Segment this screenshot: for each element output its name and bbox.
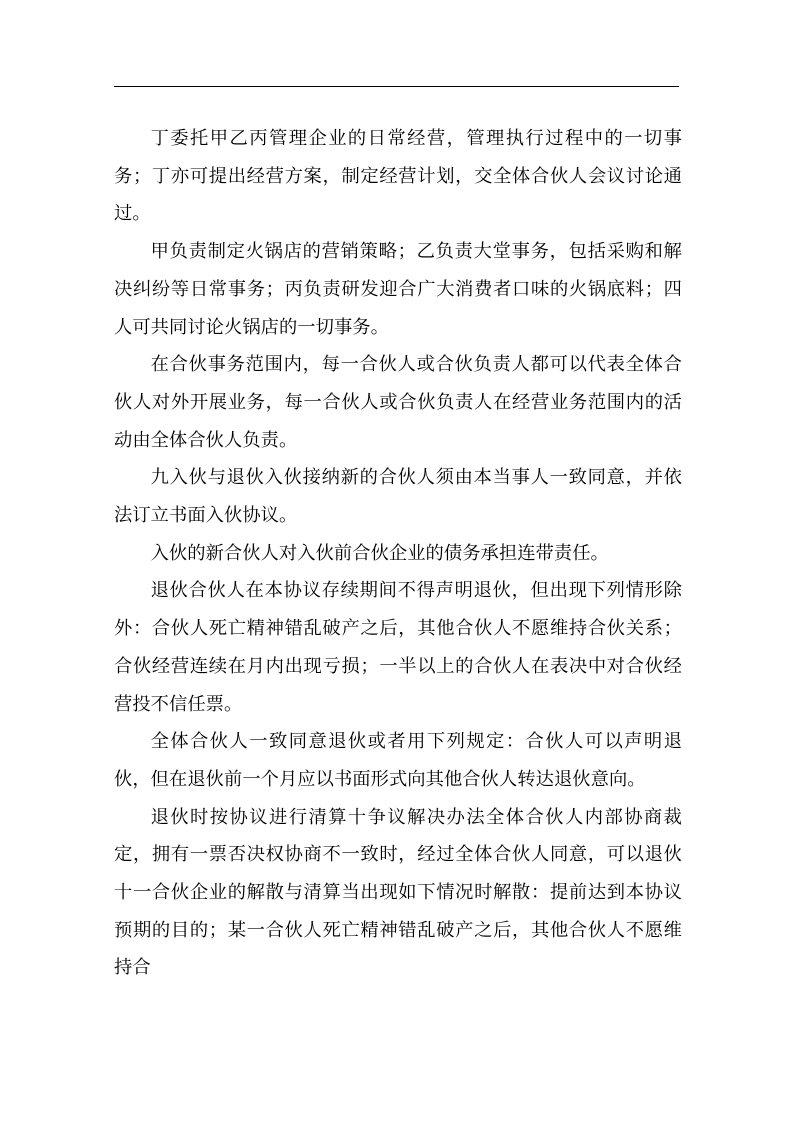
paragraph: 全体合伙人一致同意退伙或者用下列规定：合伙人可以声明退伙，但在退伙前一个月应以书面形式向其他合伙人转达退伙意向。 <box>114 731 682 790</box>
paragraph: 丁委托甲乙丙管理企业的日常经营，管理执行过程中的一切事务；丁亦可提出经营方案，制定经营计划，交全体合伙人会议讨论通过。 <box>114 128 682 225</box>
document-body <box>114 120 682 987</box>
paragraph: 退伙时按协议进行清算十争议解决办法全体合伙人内部协商裁定，拥有一票否决权协商不一致时，经过全体合伙人同意，可以退伙十一合伙企业的解散与清算当出现如下情况时解散：提前达到本协议预期的目的；某一合伙人死亡精神错乱破产之后，其他合伙人不愿维持合 <box>114 806 682 979</box>
paragraph: 甲负责制定火锅店的营销策略；乙负责大堂事务，包括采购和解决纠纷等日常事务；丙负责研发迎合广大消费者口味的火锅底料；四人可共同讨论火锅店的一切事务。 <box>114 241 682 338</box>
paragraph: 在合伙事务范围内，每一合伙人或合伙负责人都可以代表全体合伙人对外开展业务，每一合伙人或合伙负责人在经营业务范围内的活动由全体合伙人负责。 <box>114 354 682 451</box>
paragraph: 入伙的新合伙人对入伙前合伙企业的债务承担连带责任。 <box>150 542 609 564</box>
header-rule <box>114 86 679 87</box>
paragraph: 九入伙与退伙入伙接纳新的合伙人须由本当事人一致同意，并依法订立书面入伙协议。 <box>114 467 682 527</box>
paragraph: 退伙合伙人在本协议存续期间不得声明退伙，但出现下列情形除外：合伙人死亡精神错乱破产之后，其他合伙人不愿维持合伙关系；合伙经营连续在月内出现亏损；一半以上的合伙人在表决中对合伙经营投不信任票。 <box>114 580 682 715</box>
